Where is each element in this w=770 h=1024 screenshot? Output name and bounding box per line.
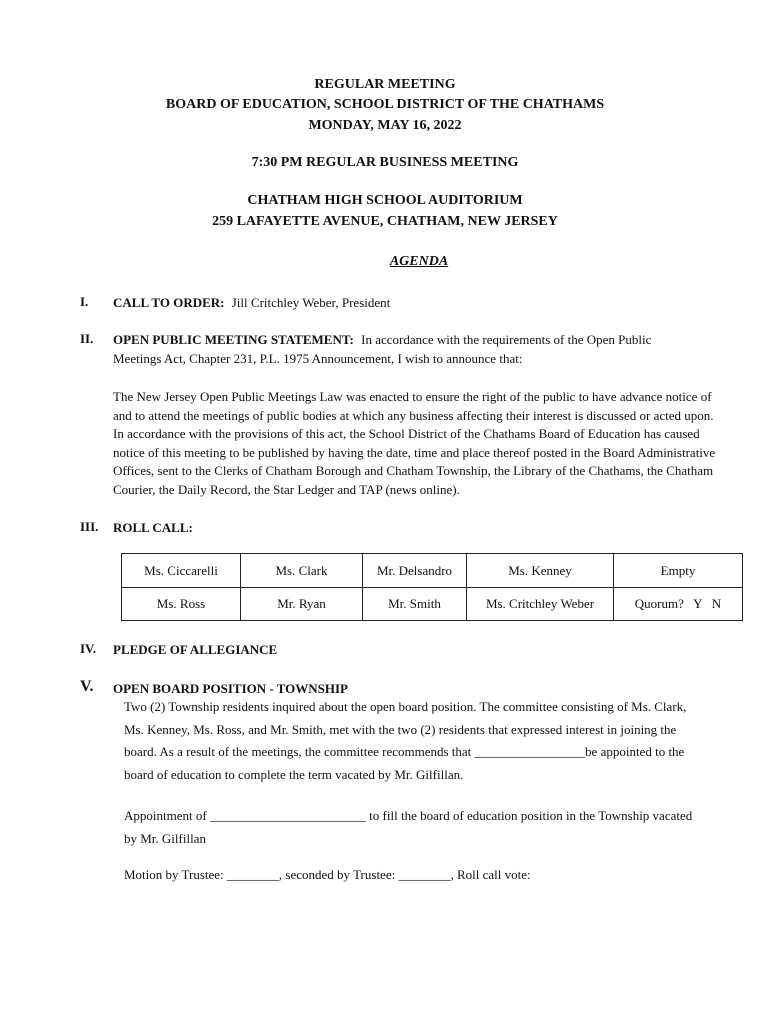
location-line-2: 259 LAFAYETTE AVENUE, CHATHAM, NEW JERSEY (212, 214, 558, 229)
section-title: ROLL CALL: (113, 520, 193, 535)
location-line-1: CHATHAM HIGH SCHOOL AUDITORIUM (247, 193, 523, 208)
section-number: II. (80, 331, 94, 346)
agenda-title: AGENDA (389, 254, 449, 269)
open-meetings-paragraph: The New Jersey Open Public Meetings Law was enacted to ensure the right of the public to have advance notice of and to attend the meetings of public bodies at which any business affecting their interest is discussed or acted upon. In accordance with the provisions of this act, the School District of the Chathams Board of Education has caused notice of this meeting to be published by having the date, time and place thereof posted in the Board Administrative Offices, sent to the Clerks of Chatham Borough and Chatham Township, the Library of the Chathams, the Chatham Courier, the Daily Record, the Star Ledger and TAP (news online). (113, 389, 716, 497)
agenda-heading (34, 254, 770, 270)
president-name: Jill Critchley Weber, President (231, 295, 391, 310)
section-number: III. (80, 519, 99, 534)
header-line-2: BOARD OF EDUCATION, SCHOOL DISTRICT OF THE CHATHAMS (165, 97, 605, 112)
table-row (122, 554, 743, 588)
header-line-1: REGULAR MEETING (314, 77, 456, 92)
motion-line: Motion by Trustee: ________, seconded by Trustee: ________, Roll call vote: (124, 867, 531, 882)
meeting-time: 7:30 PM REGULAR BUSINESS MEETING (251, 155, 519, 170)
section-title: OPEN BOARD POSITION - TOWNSHIP (113, 681, 349, 696)
appointment-paragraph: Appointment of ________________________ to fill the board of education position in the Township vacated by Mr. Gilfillan (124, 808, 693, 846)
table-cell: Ms. Critchley Weber (467, 588, 614, 621)
table-cell: Ms. Ciccarelli (122, 554, 241, 588)
table-cell: Mr. Delsandro (363, 554, 467, 588)
section-title: OPEN PUBLIC MEETING STATEMENT: (113, 332, 354, 347)
announcement-text: In accordance with the requirements of the Open Public Meetings Act, Chapter 231, P.L. 1975 Announcement, I wish to announce that: (113, 332, 652, 366)
section-call-to-order (113, 294, 390, 313)
table-cell: Ms. Kenney (467, 554, 614, 588)
quorum-cell: Quorum? Y N (614, 588, 743, 621)
section-number: I. (80, 294, 89, 309)
table-cell: Mr. Smith (363, 588, 467, 621)
table-row (122, 588, 743, 621)
table-cell: Empty (614, 554, 743, 588)
table-cell: Ms. Ross (122, 588, 241, 621)
section-title: PLEDGE OF ALLEGIANCE (113, 642, 278, 657)
section-title: CALL TO ORDER: (113, 295, 225, 310)
roll-call-table (121, 553, 743, 621)
header-line-3: MONDAY, MAY 16, 2022 (308, 118, 462, 133)
section-open-meeting (113, 331, 693, 368)
section-number: V. (80, 678, 94, 695)
table-cell: Mr. Ryan (241, 588, 363, 621)
table-cell: Ms. Clark (241, 554, 363, 588)
section-number: IV. (80, 641, 97, 656)
open-position-paragraph: Two (2) Township residents inquired about the open board position. The committee consisting of Ms. Clark, Ms. Kenney, Ms. Ross, and Mr. Smith, met with the two (2) residents that expressed interest in joining the board. As a result of the meetings, the committee recommends that _________________be appointed to the board of education to complete the term vacated by Mr. Gilfillan. (124, 699, 687, 782)
